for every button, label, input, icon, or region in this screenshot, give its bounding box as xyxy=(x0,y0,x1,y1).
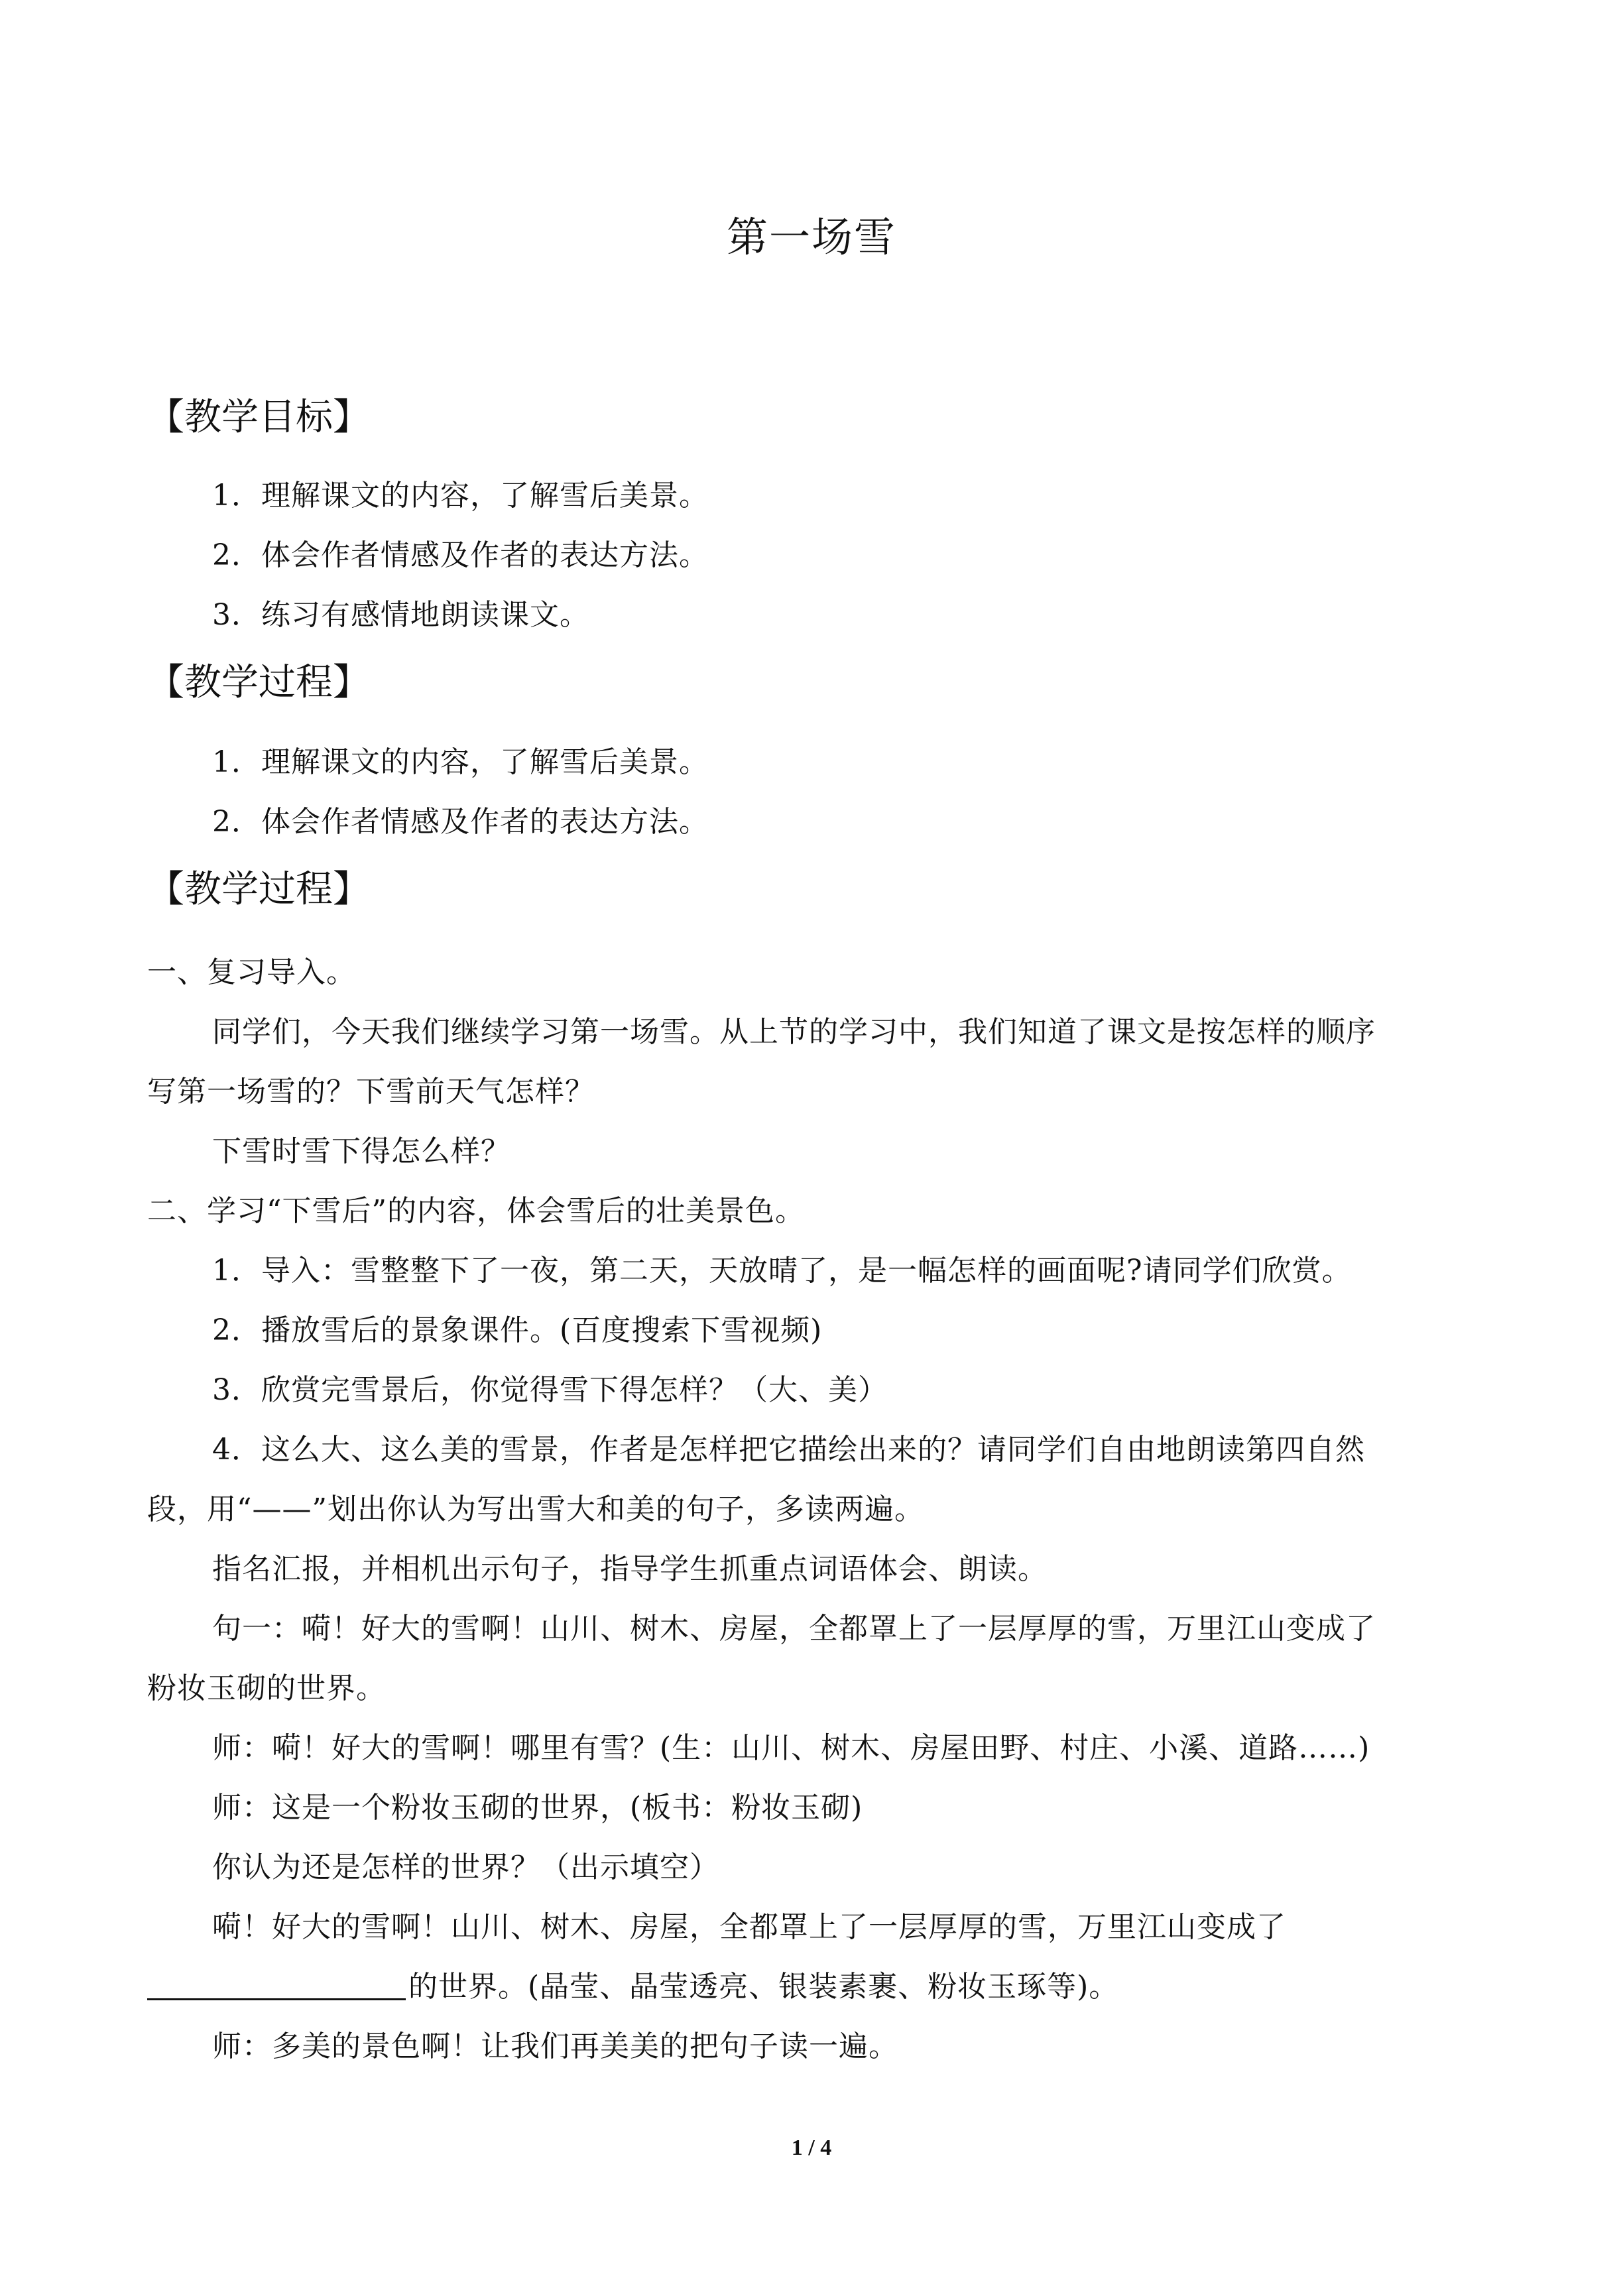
section-heading-process-detail: 【教学过程】 xyxy=(147,868,370,911)
body-line: 3．欣赏完雪景后，你觉得雪下得怎样？（大、美） xyxy=(212,1373,888,1407)
page-title: 第一场雪 xyxy=(726,213,896,261)
body-line: 嗬！好大的雪啊！山川、树木、房屋，全都罩上了一层厚厚的雪，万里江山变成了 xyxy=(212,1910,1286,1944)
process-item: 2．体会作者情感及作者的表达方法。 xyxy=(212,805,709,839)
body-line: 你认为还是怎样的世界？（出示填空） xyxy=(212,1850,719,1884)
section-heading-objectives: 【教学目标】 xyxy=(147,396,370,439)
process-item: 1．理解课文的内容，了解雪后美景。 xyxy=(212,745,709,779)
objective-item: 1．理解课文的内容，了解雪后美景。 xyxy=(212,479,709,513)
body-line: 师：这是一个粉妆玉砌的世界，(板书：粉妆玉砌) xyxy=(212,1791,863,1825)
body-line: 2．播放雪后的景象课件。(百度搜索下雪视频) xyxy=(212,1313,823,1347)
body-line: 1．导入：雪整整下了一夜，第二天，天放晴了，是一幅怎样的画面呢?请同学们欣赏。 xyxy=(212,1254,1352,1288)
body-line: 二、学习“下雪后”的内容，体会雪后的壮美景色。 xyxy=(147,1194,805,1228)
body-line: 写第一场雪的？下雪前天气怎样？ xyxy=(147,1075,595,1109)
body-line: 4．这么大、这么美的雪景，作者是怎样把它描绘出来的？请同学们自由地朗读第四自然 xyxy=(212,1433,1365,1467)
body-line: 句一：嗬！好大的雪啊！山川、树木、房屋，全都罩上了一层厚厚的雪，万里江山变成了 xyxy=(212,1612,1376,1646)
section-heading-process: 【教学过程】 xyxy=(147,661,370,704)
body-line: 师：多美的景色啊！让我们再美美的把句子读一遍。 xyxy=(212,2029,898,2063)
fill-in-line xyxy=(147,1967,1118,2007)
fill-in-blank xyxy=(147,1968,406,2000)
body-line: 粉妆玉砌的世界。 xyxy=(147,1671,386,1705)
body-line: 师：嗬！好大的雪啊！哪里有雪？(生：山川、树木、房屋田野、村庄、小溪、道路……) xyxy=(212,1731,1370,1765)
fill-in-text: 的世界。(晶莹、晶莹透亮、银装素裹、粉妆玉琢等)。 xyxy=(408,1970,1119,2004)
objective-item: 2．体会作者情感及作者的表达方法。 xyxy=(212,538,709,572)
page-number: 1 / 4 xyxy=(791,2136,832,2160)
body-line: 一、复习导入。 xyxy=(147,955,356,989)
body-line: 同学们，今天我们继续学习第一场雪。从上节的学习中，我们知道了课文是按怎样的顺序 xyxy=(212,1015,1376,1049)
body-line: 指名汇报，并相机出示句子，指导学生抓重点词语体会、朗读。 xyxy=(212,1552,1048,1586)
body-line: 段，用“——”划出你认为写出雪大和美的句子，多读两遍。 xyxy=(147,1492,924,1526)
objective-item: 3．练习有感情地朗读课文。 xyxy=(212,598,589,632)
body-line: 下雪时雪下得怎么样？ xyxy=(212,1134,511,1168)
